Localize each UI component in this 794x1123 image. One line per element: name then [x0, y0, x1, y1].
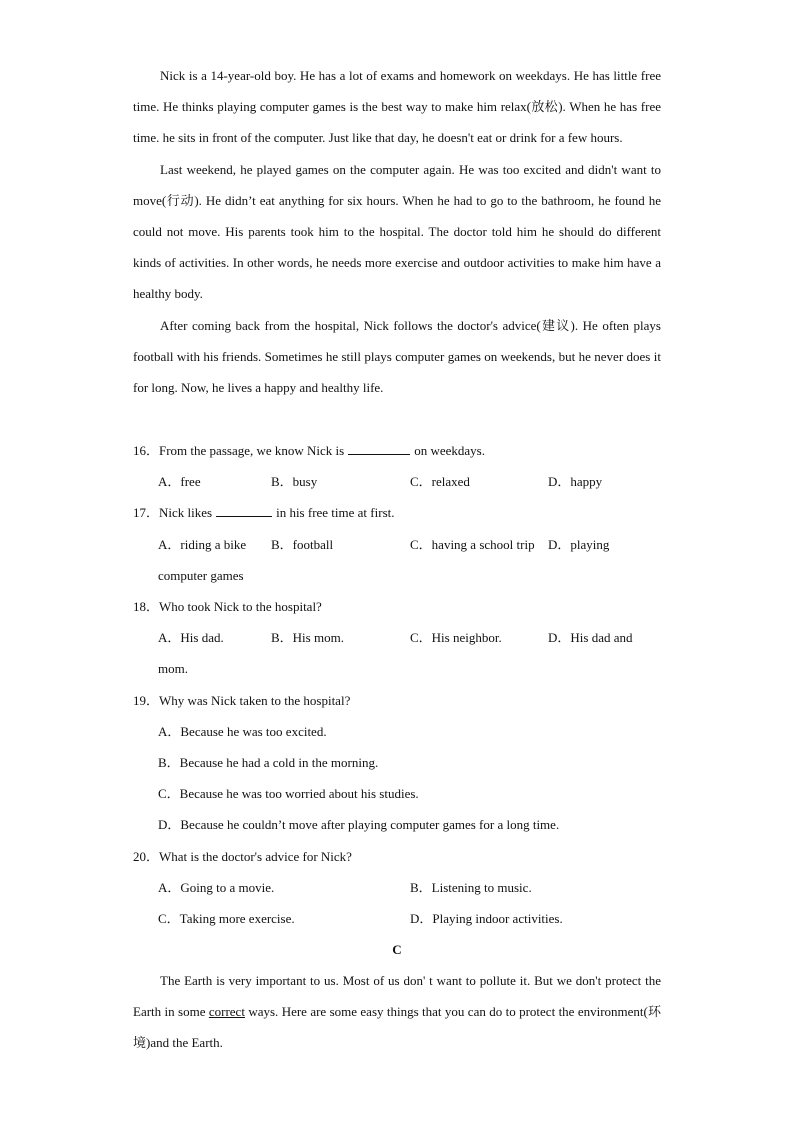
question-18-option-c: C．His neighbor.: [410, 630, 502, 645]
question-20-stem: 20．What is the doctor's advice for Nick?: [133, 849, 352, 864]
passage-b-paragraph-3: After coming back from the hospital, Nick follows the doctor's advice(建议). He often plays football with his friends. Sometimes he still plays computer games on weekends, but he never does it for long. Now, he lives a happy and healthy life.: [133, 317, 661, 396]
question-17-option-b: B．football: [271, 537, 334, 552]
question-16-stem-start: 16．From the passage, we know Nick is: [133, 443, 345, 458]
passage-b: [133, 60, 661, 403]
question-18-option-d-continued: mom.: [158, 661, 188, 676]
question-20-option-b: B．Listening to music.: [410, 880, 532, 895]
question-16-stem-end: on weekdays.: [414, 443, 485, 458]
section-c-heading: C: [392, 942, 402, 957]
question-16-option-a: A．free: [158, 474, 201, 489]
answer-blank: [348, 441, 410, 455]
question-18-option-b: B．His mom.: [271, 630, 344, 645]
passage-b-paragraph-1: Nick is a 14-year-old boy. He has a lot of exams and homework on weekdays. He has little free time. He thinks playing computer games is the best way to make him relax(放松). When he has free time. he sits in front of the computer. Just like that day, he doesn't eat or drink for a few hours.: [133, 68, 661, 146]
answer-blank: [216, 503, 272, 517]
question-17-option-c: C．having a school trip: [410, 537, 535, 552]
question-17-option-a: A．riding a bike: [158, 537, 247, 552]
underlined-word: correct: [208, 1004, 245, 1020]
question-20-option-c: C．Taking more exercise.: [158, 911, 295, 926]
question-19-option-a: A．Because he was too excited.: [158, 724, 327, 739]
passage-c-text-start: The Earth is very important to us. Most of us don' t want to pollute it. But we don't protect the Earth in some: [133, 973, 661, 1020]
question-17-option-d-continued: computer games: [158, 568, 244, 583]
question-17-stem-start: 17．Nick likes: [133, 505, 213, 520]
question-16-option-d: D．happy: [548, 474, 603, 489]
question-17-stem-end: in his free time at first.: [276, 505, 395, 520]
passage-c-paragraph-1: [133, 965, 661, 1059]
question-18-stem: 18．Who took Nick to the hospital?: [133, 599, 322, 614]
question-17: [133, 497, 395, 528]
question-18-option-d: D．His dad and: [548, 630, 633, 645]
question-18-option-a: A．His dad.: [158, 630, 224, 645]
passage-c: [133, 965, 661, 1059]
question-20-option-a: A．Going to a movie.: [158, 880, 275, 895]
passage-c-text-end: ways. Here are some easy things that you can do to protect the environment(环境)and the Earth.: [133, 1004, 661, 1051]
question-16-option-b: B．busy: [271, 474, 318, 489]
question-19-option-c: C．Because he was too worried about his studies.: [158, 786, 419, 801]
passage-b-paragraph-2: Last weekend, he played games on the computer again. He was too excited and didn't want to move(行动). He didn’t eat anything for six hours. When he had to go to the bathroom, he found he could not move. His parents took him to the hospital. The doctor told him he should do different kinds of activities. In other words, he needs more exercise and outdoor activities to make him have a healthy body.: [133, 161, 661, 302]
question-19-option-b: B．Because he had a cold in the morning.: [158, 755, 379, 770]
question-19-stem: 19．Why was Nick taken to the hospital?: [133, 693, 351, 708]
question-16: [133, 435, 485, 466]
question-17-option-d: D．playing: [548, 537, 610, 552]
question-16-option-c: C．relaxed: [410, 474, 470, 489]
question-20-option-d: D．Playing indoor activities.: [410, 911, 563, 926]
question-19-option-d: D．Because he couldn’t move after playing computer games for a long time.: [158, 817, 560, 832]
